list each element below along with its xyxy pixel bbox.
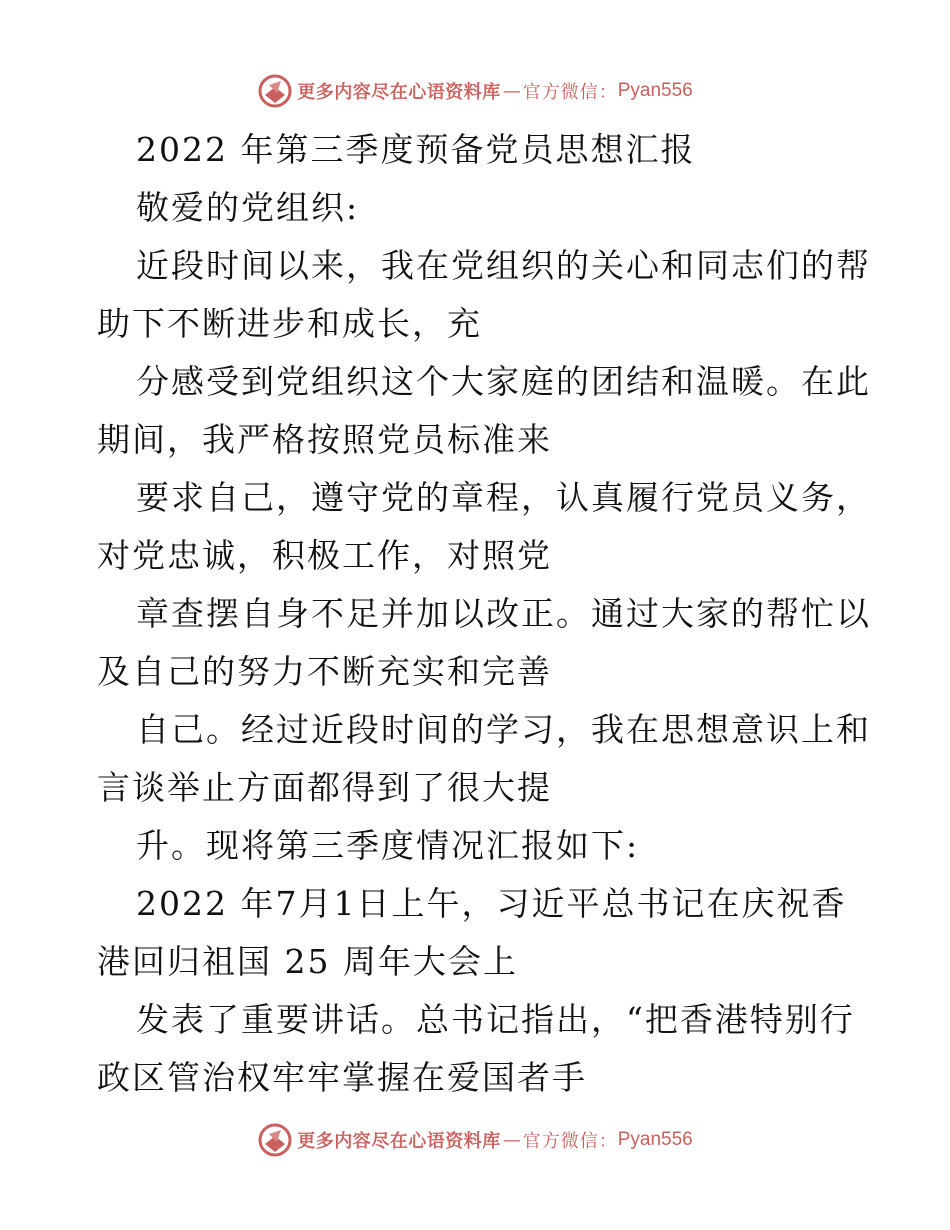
paragraph-line: 分感受到党组织这个大家庭的团结和温暖。在此	[136, 362, 871, 401]
paragraph-line: 助下不断进步和成长，充	[97, 304, 482, 343]
paragraph-line: 政区管治权牢牢掌握在爱国者手	[97, 1058, 587, 1097]
paragraph-line: 期间，我严格按照党员标准来	[97, 420, 552, 459]
paragraph-line: 自己。经过近段时间的学习，我在思想意识上和	[136, 710, 871, 749]
paragraph-line: 及自己的努力不断充实和完善	[97, 652, 552, 691]
paragraph-line: 对党忠诚，积极工作，对照党	[97, 536, 552, 575]
document-salutation: 敬爱的党组织:	[136, 188, 360, 227]
book-logo-icon	[257, 1122, 293, 1158]
watermark-main-text: 更多内容尽在心语资料库	[297, 82, 501, 103]
paragraph-line: 言谈举止方面都得到了很大提	[97, 768, 552, 807]
paragraph-line: 近段时间以来，我在党组织的关心和同志们的帮	[136, 246, 871, 285]
paragraph-line: 发表了重要讲话。总书记指出，“把香港特别行	[136, 1000, 855, 1039]
paragraph-line: 2022 年7月1日上午，习近平总书记在庆祝香	[136, 884, 847, 923]
watermark-dash: —	[502, 80, 521, 102]
watermark-wechat-id: Pyan556	[617, 80, 693, 101]
watermark-wechat-id: Pyan556	[617, 1129, 693, 1150]
paragraph-line: 要求自己，遵守党的章程，认真履行党员义务，	[136, 478, 871, 517]
footer-watermark	[0, 1120, 950, 1160]
paragraph-line: 章查摆自身不足并加以改正。通过大家的帮忙以	[136, 594, 871, 633]
watermark-wechat-label: 官方微信：	[522, 1131, 618, 1152]
book-logo-icon	[257, 73, 293, 109]
watermark-wechat-label: 官方微信：	[522, 82, 618, 103]
watermark-main-text: 更多内容尽在心语资料库	[297, 1131, 501, 1152]
paragraph-line: 港回归祖国 25 周年大会上	[97, 942, 518, 981]
header-watermark	[0, 71, 950, 111]
document-title: 2022 年第三季度预备党员思想汇报	[136, 130, 696, 169]
watermark-dash: —	[502, 1129, 521, 1151]
paragraph-line: 升。现将第三季度情况汇报如下:	[136, 826, 640, 865]
